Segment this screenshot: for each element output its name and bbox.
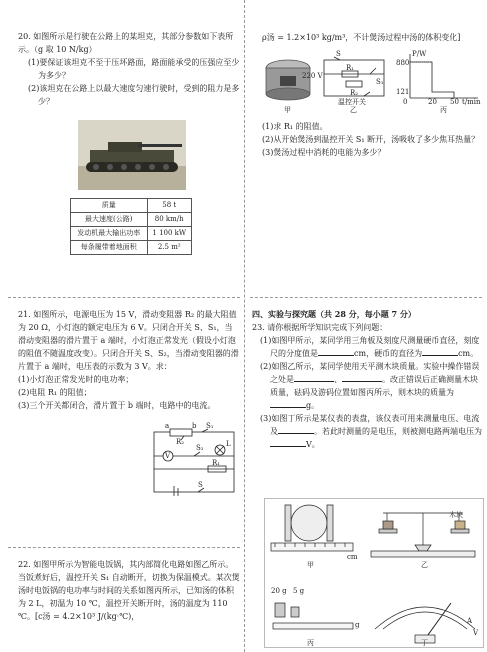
- label-tmin: t/min: [462, 98, 481, 106]
- table-cell: 80 km/h: [147, 213, 192, 227]
- label-20: 20: [428, 98, 437, 106]
- answer-blank[interactable]: [318, 347, 354, 356]
- label-v: V: [473, 629, 479, 637]
- answer-blank[interactable]: [278, 425, 314, 434]
- q22-power-time-graph: [398, 52, 482, 104]
- q23-s1c: cm。: [458, 349, 479, 358]
- q22-cont: ρ汤 = 1.2×10³ kg/m³，不计煲汤过程中汤的体积变化]: [262, 33, 461, 42]
- fig-bing-label: 丙: [440, 106, 447, 114]
- label-a: A: [467, 617, 473, 625]
- q23-s3a: (3)如图丁所示是某仪表的表盘，该仪表可用来测量电压、电流及: [260, 414, 480, 436]
- label-b: b: [192, 422, 197, 430]
- answer-blank[interactable]: [270, 438, 306, 447]
- q22-sub2: (2)从开始煲汤到温控开关 S₁ 断开，汤吸收了多少焦耳热量？: [262, 135, 480, 144]
- q23-sub1: [252, 334, 484, 360]
- row-divider-left: [8, 297, 240, 298]
- label-pw: P/W: [412, 50, 427, 58]
- label-s: S: [336, 50, 341, 58]
- label-r1: R₁: [212, 459, 221, 467]
- q21-sub1: (1)小灯泡正常发光时的电功率；: [18, 375, 134, 384]
- answer-blank[interactable]: [270, 399, 306, 408]
- table-cell: 1 100 kW: [147, 227, 192, 241]
- section-4: [252, 308, 484, 451]
- label-cm: cm: [347, 553, 358, 561]
- label-50: 50: [450, 98, 459, 106]
- fig-bing-label: 丙: [307, 639, 314, 647]
- q23-s1b: cm，硬币的直径为: [354, 349, 423, 358]
- table-row: [71, 213, 192, 227]
- label-220v: 220 V: [302, 72, 323, 80]
- label-5g: 5 g: [293, 587, 305, 595]
- q23-s3b: 。若此时测量的是电压，则被测电路两端电压为: [314, 427, 482, 436]
- label-l: L: [226, 440, 231, 448]
- fig-yi-label: 乙: [350, 106, 357, 114]
- label-v: V: [165, 452, 171, 460]
- label-mukuai: 木块: [449, 511, 463, 519]
- label-origin: 0: [403, 98, 408, 106]
- table-cell: 每条履带着地面积: [71, 241, 148, 255]
- q23-s2b: 、: [334, 375, 342, 384]
- question-22-subquestions: [262, 120, 484, 159]
- q23-s1a: (1)如图甲所示，某同学用三角板及刻度尺测量硬币直径，刻度尺的分度值是: [260, 336, 480, 358]
- q20-params-table: [70, 198, 192, 255]
- section-4-title: 四、实验与探究题（共 28 分，每小题 7 分）: [252, 309, 416, 319]
- question-22-continued: [262, 31, 484, 44]
- fig-ding-label: 丁: [421, 639, 428, 647]
- q23-s2a: (2)如图乙所示，某同学使用天平测木块质量。实验中操作错误之处是: [260, 362, 480, 384]
- label-g: g: [355, 621, 360, 629]
- q23-sub3: [252, 412, 484, 451]
- table-row: [71, 227, 192, 241]
- table-cell: 58 t: [147, 199, 192, 213]
- tank-image: [78, 120, 186, 190]
- label-121: 121: [396, 88, 410, 96]
- fig-jia-label: 甲: [307, 561, 314, 569]
- q20-sub1: (1)要保证该坦克不至于压坏路面，路面能承受的压强应至少为多少？: [28, 58, 240, 80]
- q23-s2c: 。改正错误后正确测量木块质量，砝码及游码位置如图丙所示，则木块的质量为: [270, 375, 478, 397]
- row-divider-right: [250, 297, 482, 298]
- table-row: [71, 199, 192, 213]
- q20-stem: 20. 如图所示是行驶在公路上的某坦克，其部分参数如下表所示。（g 取 10 N/kg）: [18, 32, 234, 54]
- label-880: 880: [396, 59, 410, 67]
- label-s1: S₁: [206, 422, 214, 430]
- label-r1: R₁: [346, 64, 355, 72]
- answer-blank[interactable]: [294, 373, 334, 382]
- q22-stem: 22. 如图甲所示为智能电饭锅，其内部简化电路如图乙所示。当饭煮好后，温控开关 S₁ 自动断开，切换为保温模式。某次煲汤时电饭锅的电功率与时间的关系如图丙所示，已知汤的体积为 2 L，初温为 10 ℃，温控开关断开时，汤的温度为 110 ℃。[c汤 = 4.2×10³ J/(kg·℃)，: [18, 560, 240, 621]
- question-21: [18, 308, 240, 412]
- label-s2: S₂: [196, 444, 204, 452]
- q23-figures: [264, 498, 484, 648]
- q22-circuit-diagram: [302, 50, 390, 106]
- question-20: [18, 30, 240, 108]
- q23-sub2: [252, 360, 484, 412]
- q23-stem: 23. 请你根据所学知识完成下列问题：: [252, 323, 388, 332]
- q23-s2d: g。: [306, 401, 320, 410]
- label-a: a: [165, 422, 170, 430]
- q23-s3c: V。: [306, 440, 320, 449]
- column-divider: [244, 0, 245, 652]
- label-thermostat: 温控开关: [338, 98, 366, 106]
- table-row: [71, 241, 192, 255]
- label-r2: R₂: [176, 438, 185, 446]
- label-s: S: [198, 481, 203, 489]
- table-cell: 2.5 m²: [147, 241, 192, 255]
- q21-sub3: (3)三个开关都闭合，滑片置于 b 端时，电路中的电流。: [18, 401, 216, 410]
- q22-sub1: (1)求 R₁ 的阻值。: [262, 122, 328, 131]
- table-cell: 最大速度(公路): [71, 213, 148, 227]
- row-divider-left-2: [8, 547, 240, 548]
- q21-sub2: (2)电阻 R₁ 的阻值；: [18, 388, 92, 397]
- fig-jia-label: 甲: [284, 106, 291, 114]
- q22-sub3: (3)煲汤过程中消耗的电能为多少？: [262, 148, 386, 157]
- question-22: [18, 558, 240, 623]
- answer-blank[interactable]: [342, 373, 382, 382]
- q21-stem: 21. 如图所示，电源电压为 15 V，滑动变阻器 R₂ 的最大阻值为 20 Ω，小灯泡的额定电压为 6 V。只闭合开关 S、S₁，当滑动变阻器的滑片置于 a 端时，小灯泡正常发光（假设小灯泡的阻值不随温度改变）。只闭合开关 S、S₂，当滑动变阻器的滑片置于 a 端时，电压表的示数为 3 V。求：: [18, 310, 239, 371]
- q21-circuit-diagram: [148, 422, 240, 496]
- answer-blank[interactable]: [422, 347, 458, 356]
- label-r2: R₂: [350, 89, 359, 97]
- q20-sub2: (2)该坦克在公路上以最大速度匀速行驶时，受到的阻力是多少？: [28, 84, 240, 106]
- label-20g: 20 g: [271, 587, 287, 595]
- table-cell: 发动机最大输出功率: [71, 227, 148, 241]
- fig-yi-label: 乙: [421, 561, 428, 569]
- label-s1: S₁: [376, 78, 384, 86]
- table-cell: 质量: [71, 199, 148, 213]
